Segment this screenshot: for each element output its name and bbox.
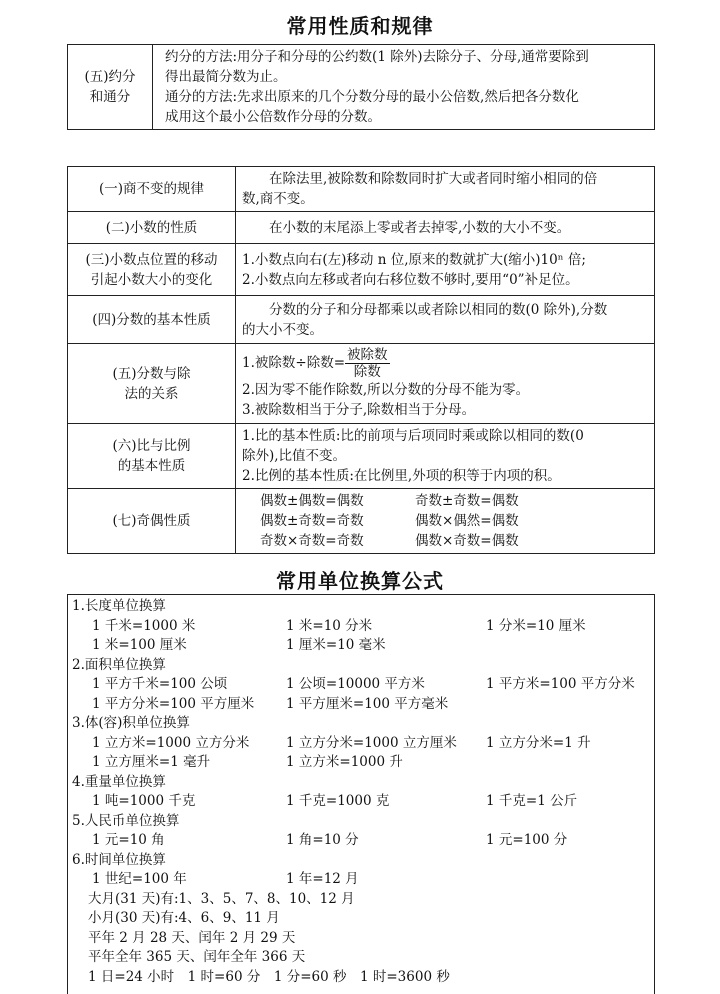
conversion-row xyxy=(72,675,654,695)
text-line: 成用这个最小公倍数作分母的分数。 xyxy=(165,109,381,125)
conversion-row xyxy=(72,695,654,715)
formula-prefix: 1.被除数÷除数= xyxy=(242,355,346,371)
section-heading: 1.长度单位换算 xyxy=(72,598,166,614)
properties-table xyxy=(67,166,655,554)
fraction-numerator: 被除数 xyxy=(347,347,388,363)
section-heading: 4.重量单位换算 xyxy=(72,773,166,790)
text-line: 1.比的基本性质:比的前项与后项同时乘或除以相同的数(0 xyxy=(242,428,584,444)
conversion-row xyxy=(72,831,654,851)
text-line: 小月(30 天)有:4、6、9、11 月 xyxy=(88,910,280,926)
text-line: 1 日=24 小时 1 时=60 分 1 分=60 秒 1 时=3600 秒 xyxy=(88,968,450,985)
table-row-header: (五)分数与除 法的关系 xyxy=(68,344,236,424)
conversion-item: 1 角=10 分 xyxy=(286,832,359,848)
conversion-row xyxy=(72,617,654,637)
conversion-item: 1 分米=10 厘米 xyxy=(486,617,586,634)
text-line: 约分的方法:用分子和分母的公约数(1 除外)去除分子、分母,通常要除到 xyxy=(165,49,589,65)
conversion-item: 1 元=10 角 xyxy=(92,832,165,848)
section-heading: 2.面积单位换算 xyxy=(72,656,166,673)
conversion-item: 1 千米=1000 米 xyxy=(92,617,196,634)
conversion-item: 1 公顷=10000 平方米 xyxy=(286,676,425,692)
conversion-item: 1 米=10 分米 xyxy=(286,617,373,634)
table-row-header: (七)奇偶性质 xyxy=(68,489,236,554)
section-heading: 6.时间单位换算 xyxy=(72,851,166,868)
page-title-properties: 常用性质和规律 xyxy=(286,14,434,38)
text-line: 2.小数点向左移或者向右移位数不够时,要用“0”补足位。 xyxy=(242,271,579,288)
unit-conversion-box xyxy=(67,594,655,994)
conversion-item: 1 平方厘米=100 平方毫米 xyxy=(286,695,449,712)
parity-rule: 偶数×奇数=偶数 xyxy=(415,533,519,549)
conversion-item: 1 元=100 分 xyxy=(486,832,568,848)
table-content-cell xyxy=(236,167,655,212)
fraction xyxy=(345,347,390,380)
parity-rule: 偶数±偶数=偶数 xyxy=(260,493,364,509)
conversion-item: 1 厘米=10 毫米 xyxy=(286,637,386,653)
section-heading: 3.体(容)积单位换算 xyxy=(72,715,190,731)
conversion-item: 1 平方千米=100 公顷 xyxy=(92,676,228,692)
table-row-header: (三)小数点位置的移动 引起小数大小的变化 xyxy=(68,244,236,296)
text-line: 平年 2 月 28 天、闰年 2 月 29 天 xyxy=(88,929,296,946)
parity-rule: 奇数×奇数=奇数 xyxy=(260,533,364,549)
reduce-common-denominator-table xyxy=(67,44,655,130)
table-content-cell xyxy=(153,45,655,130)
text-line: 1.小数点向右(左)移动 n 位,原来的数就扩大(缩小)10ⁿ 倍; xyxy=(242,251,586,268)
conversion-item: 1 立方米=1000 升 xyxy=(286,754,403,770)
parity-rule: 偶数×偶然=偶数 xyxy=(415,513,519,529)
table-content-cell xyxy=(236,424,655,489)
text-line: 2.比例的基本性质:在比例里,外项的积等于内项的积。 xyxy=(242,468,561,484)
conversion-item: 1 平方分米=100 平方厘米 xyxy=(92,695,255,712)
text-line: 2.因为零不能作除数,所以分数的分母不能为零。 xyxy=(242,382,530,398)
parity-rule: 奇数±奇数=偶数 xyxy=(415,493,519,509)
conversion-row xyxy=(72,734,654,754)
conversion-row xyxy=(72,870,654,890)
table-content-cell xyxy=(236,296,655,344)
conversion-row xyxy=(72,636,654,656)
fraction-formula xyxy=(242,347,648,380)
section-heading: 5.人民币单位换算 xyxy=(72,812,180,829)
parity-rule: 偶数±奇数=奇数 xyxy=(260,513,364,529)
text-line: 的大小不变。 xyxy=(242,321,323,338)
text-line: 通分的方法:先求出原来的几个分数分母的最小公倍数,然后把各分数化 xyxy=(165,89,579,105)
table-content-cell xyxy=(236,489,655,554)
table-content-cell: 在小数的末尾添上零或者去掉零,小数的大小不变。 xyxy=(236,212,655,244)
table-row-header: (六)比与比例 的基本性质 xyxy=(68,424,236,489)
conversion-item: 1 米=100 厘米 xyxy=(92,637,187,653)
text-line: 在除法里,被除数和除数同时扩大或者同时缩小相同的倍 xyxy=(269,171,598,187)
table-header-cell: (五)约分 和通分 xyxy=(68,45,153,130)
conversion-item: 1 立方分米=1000 立方厘米 xyxy=(286,734,457,751)
conversion-row xyxy=(72,753,654,773)
conversion-item: 1 千克=1000 克 xyxy=(286,793,390,809)
conversion-item: 1 立方米=1000 立方分米 xyxy=(92,734,250,751)
text-line: 平年全年 365 天、闰年全年 366 天 xyxy=(88,949,306,965)
text-line: 除外),比值不变。 xyxy=(242,448,347,464)
conversion-item: 1 吨=1000 千克 xyxy=(92,793,196,809)
conversion-item: 1 立方厘米=1 毫升 xyxy=(92,754,211,770)
text-line: 分数的分子和分母都乘以或者除以相同的数(0 除外),分数 xyxy=(269,301,608,318)
fraction-denominator: 除数 xyxy=(353,364,381,380)
table-row-header: (一)商不变的规律 xyxy=(68,167,236,212)
conversion-item: 1 世纪=100 年 xyxy=(92,871,187,887)
section-title-unit-conversion: 常用单位换算公式 xyxy=(276,569,444,593)
conversion-item: 1 年=12 月 xyxy=(286,871,359,887)
table-row-header: (四)分数的基本性质 xyxy=(68,296,236,344)
parity-grid xyxy=(242,491,648,551)
table-content-cell xyxy=(236,344,655,424)
text-line: 得出最简分数为止。 xyxy=(165,69,287,85)
conversion-item: 1 千克=1 公斤 xyxy=(486,793,578,809)
conversion-item: 1 立方分米=1 升 xyxy=(486,734,591,751)
conversion-row xyxy=(72,792,654,812)
table-row-header: (二)小数的性质 xyxy=(68,212,236,244)
text-line: 数,商不变。 xyxy=(242,191,314,207)
conversion-item: 1 平方米=100 平方分米 xyxy=(486,676,635,692)
table-content-cell xyxy=(236,244,655,296)
text-line: 大月(31 天)有:1、3、5、7、8、10、12 月 xyxy=(88,890,355,907)
text-line: 3.被除数相当于分子,除数相当于分母。 xyxy=(242,402,476,418)
